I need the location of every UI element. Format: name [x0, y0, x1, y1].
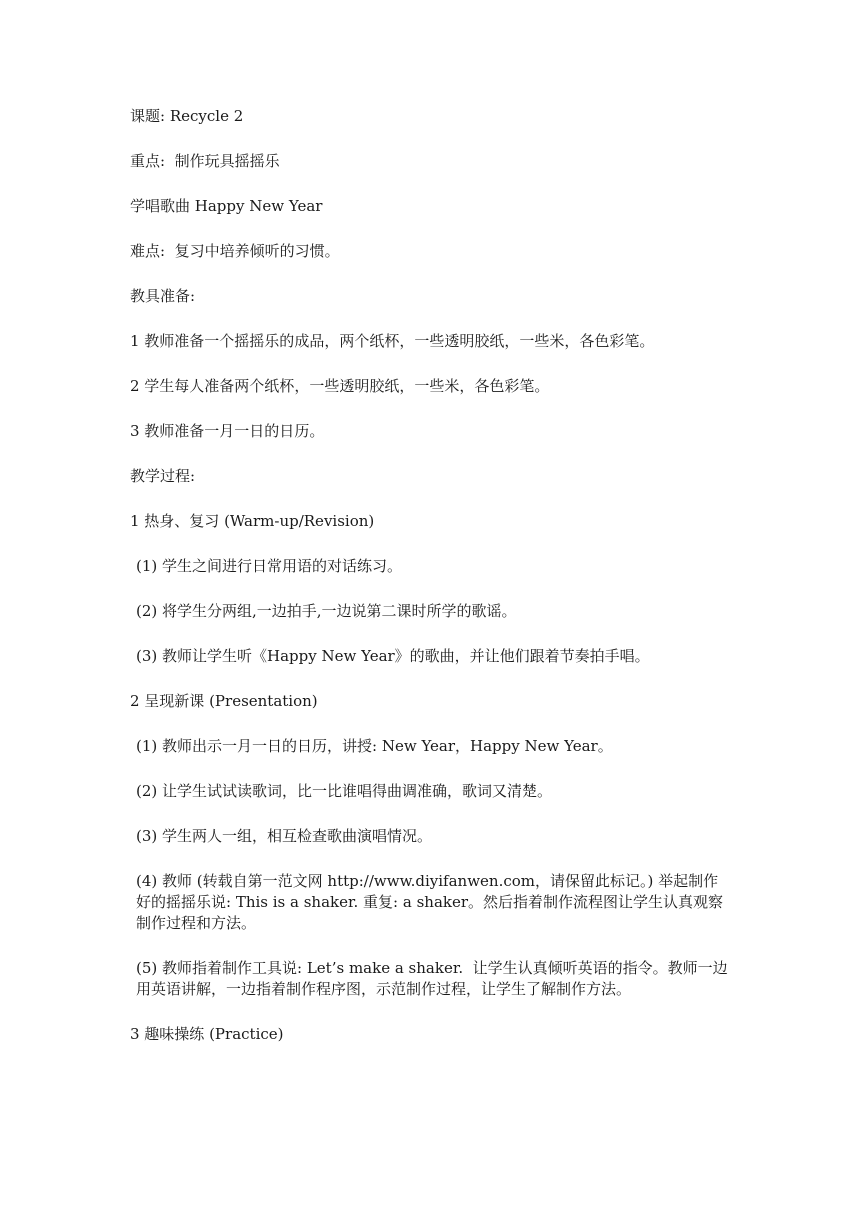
- document-paragraph: 课题: Recycle 2: [130, 107, 244, 125]
- document-paragraph: 1 热身、复习 (Warm-up/Revision): [130, 512, 375, 530]
- document-paragraph: 2 呈现新课 (Presentation): [130, 692, 318, 710]
- document-sub-paragraph: (4) 教师 (转载自第一范文网 http://www.diyifanwen.com，请保留此标记。) 举起制作好的摇摇乐说: This is a shaker. 重复: a shaker。然后指着制作流程图让学生认真观察制作过程和方法。: [136, 872, 724, 932]
- document-paragraph: 学唱歌曲 Happy New Year: [130, 197, 323, 215]
- document-paragraph: 3 教师准备一月一日的日历。: [130, 422, 325, 440]
- document-paragraph: 教学过程:: [130, 467, 196, 485]
- document-paragraph: 1 教师准备一个摇摇乐的成品，两个纸杯，一些透明胶纸，一些米，各色彩笔。: [130, 332, 655, 350]
- document-paragraph: 教具准备:: [130, 287, 196, 305]
- document-sub-paragraph: (2) 让学生试试读歌词，比一比谁唱得曲调准确，歌词又清楚。: [136, 782, 553, 800]
- document-body: [130, 106, 730, 1069]
- document-sub-paragraph: (5) 教师指着制作工具说: Let’s make a shaker. 让学生认真倾听英语的指令。教师一边用英语讲解，一边指着制作程序图，示范制作过程，让学生了解制作方法。: [136, 959, 728, 998]
- document-sub-paragraph: (2) 将学生分两组,一边拍手,一边说第二课时所学的歌谣。: [136, 602, 517, 620]
- document-paragraph: 2 学生每人准备两个纸杯，一些透明胶纸，一些米，各色彩笔。: [130, 377, 550, 395]
- document-sub-paragraph: (3) 学生两人一组，相互检查歌曲演唱情况。: [136, 827, 433, 845]
- document-paragraph: 3 趣味操练 (Practice): [130, 1025, 284, 1043]
- document-sub-paragraph: (1) 学生之间进行日常用语的对话练习。: [136, 557, 403, 575]
- document-sub-paragraph: (3) 教师让学生听《Happy New Year》的歌曲，并让他们跟着节奏拍手唱。: [136, 647, 650, 665]
- document-paragraph: 重点: 制作玩具摇摇乐: [130, 152, 280, 170]
- document-paragraph: 难点: 复习中培养倾听的习惯。: [130, 242, 340, 260]
- document-sub-paragraph: (1) 教师出示一月一日的日历，讲授: New Year，Happy New Year。: [136, 737, 613, 755]
